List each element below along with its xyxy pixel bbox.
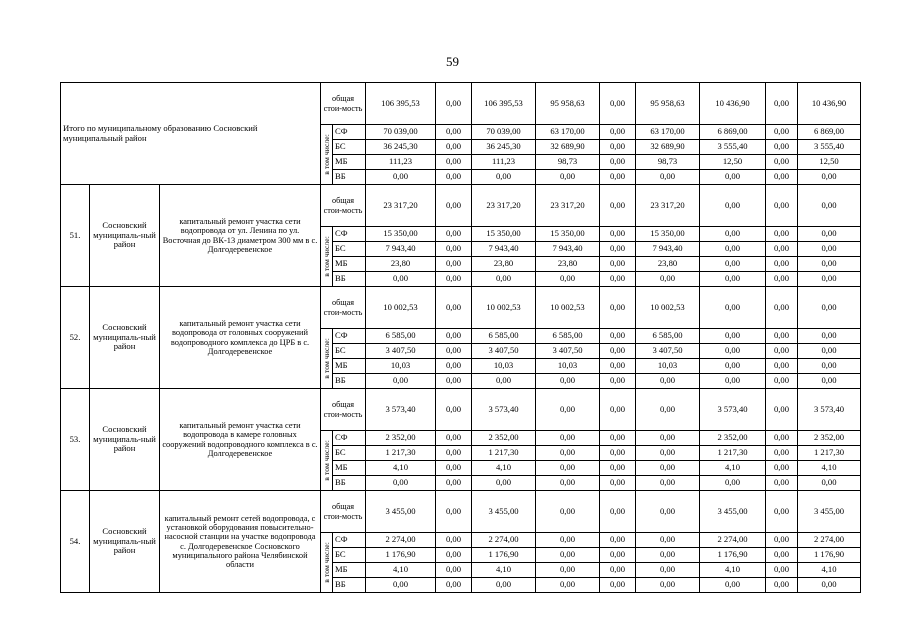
funding-value-cell: 23,80 — [366, 257, 436, 272]
municipality-name: Сосновский муниципаль-ный район — [90, 491, 160, 593]
funding-value-cell: 98,73 — [536, 155, 600, 170]
funding-value-cell: 0,00 — [600, 272, 636, 287]
including-text: в том числе: — [322, 236, 331, 277]
funding-value-cell: 0,00 — [536, 563, 600, 578]
funding-value-cell: 2 352,00 — [700, 431, 766, 446]
funding-source-code: МБ — [333, 563, 366, 578]
funding-value-cell: 2 352,00 — [798, 431, 861, 446]
funding-value-cell: 0,00 — [700, 359, 766, 374]
section-total-row — [61, 389, 861, 431]
funding-value-cell: 15 350,00 — [636, 227, 700, 242]
total-cost-label: общая стои-мость — [321, 185, 366, 227]
funding-value-cell: 6 869,00 — [798, 125, 861, 140]
municipality-name: Сосновский муниципаль-ный район — [90, 185, 160, 287]
funding-value-cell: 0,00 — [536, 431, 600, 446]
section-total-row — [61, 185, 861, 227]
funding-value-cell: 0,00 — [536, 578, 600, 593]
funding-value-cell: 111,23 — [366, 155, 436, 170]
funding-value-cell: 0,00 — [700, 227, 766, 242]
funding-source-code: БС — [333, 344, 366, 359]
total-value-cell: 0,00 — [766, 83, 798, 125]
funding-value-cell: 3 555,40 — [700, 140, 766, 155]
funding-value-cell: 0,00 — [700, 272, 766, 287]
funding-value-cell: 0,00 — [700, 476, 766, 491]
funding-value-cell: 0,00 — [436, 431, 472, 446]
funding-value-cell: 0,00 — [766, 563, 798, 578]
funding-value-cell: 0,00 — [600, 446, 636, 461]
total-value-cell: 10 436,90 — [700, 83, 766, 125]
funding-source-code: МБ — [333, 461, 366, 476]
including-vertical-label — [321, 533, 333, 593]
total-value-cell: 0,00 — [636, 491, 700, 533]
row-number: 52. — [61, 287, 90, 389]
funding-value-cell: 0,00 — [436, 329, 472, 344]
funding-value-cell: 2 274,00 — [366, 533, 436, 548]
funding-value-cell: 3 407,50 — [636, 344, 700, 359]
funding-value-cell: 0,00 — [366, 374, 436, 389]
funding-value-cell: 0,00 — [600, 533, 636, 548]
funding-value-cell: 63 170,00 — [636, 125, 700, 140]
funding-source-code: МБ — [333, 359, 366, 374]
funding-value-cell: 0,00 — [798, 344, 861, 359]
funding-source-code: ВБ — [333, 170, 366, 185]
funding-value-cell: 23,80 — [636, 257, 700, 272]
funding-value-cell: 1 217,30 — [366, 446, 436, 461]
funding-value-cell: 6 585,00 — [472, 329, 536, 344]
funding-value-cell: 0,00 — [700, 344, 766, 359]
total-cost-label: общая стои-мость — [321, 83, 366, 125]
funding-value-cell: 2 352,00 — [472, 431, 536, 446]
total-value-cell: 3 573,40 — [472, 389, 536, 431]
funding-value-cell: 0,00 — [766, 446, 798, 461]
funding-value-cell: 0,00 — [798, 257, 861, 272]
funding-value-cell: 0,00 — [600, 257, 636, 272]
total-value-cell: 10 002,53 — [536, 287, 600, 329]
funding-value-cell: 4,10 — [700, 563, 766, 578]
funding-value-cell: 0,00 — [766, 461, 798, 476]
municipality-name: Сосновский муниципаль-ный район — [90, 389, 160, 491]
funding-value-cell: 6 869,00 — [700, 125, 766, 140]
funding-value-cell: 36 245,30 — [472, 140, 536, 155]
funding-value-cell: 0,00 — [766, 359, 798, 374]
total-value-cell: 0,00 — [436, 491, 472, 533]
funding-value-cell: 0,00 — [600, 548, 636, 563]
total-value-cell: 0,00 — [798, 185, 861, 227]
funding-value-cell: 7 943,40 — [536, 242, 600, 257]
funding-value-cell: 4,10 — [700, 461, 766, 476]
funding-value-cell: 15 350,00 — [366, 227, 436, 242]
funding-value-cell: 7 943,40 — [366, 242, 436, 257]
funding-value-cell: 0,00 — [700, 578, 766, 593]
funding-value-cell: 0,00 — [636, 461, 700, 476]
funding-value-cell: 0,00 — [436, 242, 472, 257]
funding-value-cell: 10,03 — [536, 359, 600, 374]
including-vertical-label — [321, 431, 333, 491]
funding-value-cell: 0,00 — [600, 170, 636, 185]
funding-value-cell: 0,00 — [700, 374, 766, 389]
funding-source-code: ВБ — [333, 272, 366, 287]
funding-value-cell: 0,00 — [472, 374, 536, 389]
funding-value-cell: 0,00 — [536, 170, 600, 185]
funding-value-cell: 0,00 — [366, 170, 436, 185]
funding-value-cell: 10,03 — [636, 359, 700, 374]
funding-value-cell: 0,00 — [700, 329, 766, 344]
funding-value-cell: 0,00 — [766, 431, 798, 446]
funding-value-cell: 32 689,90 — [636, 140, 700, 155]
funding-value-cell: 0,00 — [536, 476, 600, 491]
funding-value-cell: 0,00 — [436, 257, 472, 272]
total-value-cell: 95 958,63 — [636, 83, 700, 125]
funding-value-cell: 0,00 — [600, 563, 636, 578]
funding-source-code: БС — [333, 140, 366, 155]
total-cost-label: общая стои-мость — [321, 491, 366, 533]
including-vertical-label — [321, 227, 333, 287]
funding-value-cell: 0,00 — [436, 461, 472, 476]
funding-value-cell: 0,00 — [436, 272, 472, 287]
funding-value-cell: 0,00 — [600, 140, 636, 155]
funding-value-cell: 0,00 — [436, 548, 472, 563]
funding-value-cell: 32 689,90 — [536, 140, 600, 155]
including-text: в том числе: — [322, 440, 331, 481]
total-value-cell: 23 317,20 — [536, 185, 600, 227]
funding-value-cell: 1 176,90 — [366, 548, 436, 563]
row-number: 53. — [61, 389, 90, 491]
funding-value-cell: 1 176,90 — [472, 548, 536, 563]
funding-value-cell: 0,00 — [766, 242, 798, 257]
total-value-cell: 3 455,00 — [700, 491, 766, 533]
total-value-cell: 0,00 — [798, 287, 861, 329]
funding-value-cell: 0,00 — [636, 533, 700, 548]
project-description: капитальный ремонт участка сети водопровода от головных сооружений водопроводного комплекса до ЦРБ в с. Долгодеревенское — [160, 287, 321, 389]
funding-value-cell: 0,00 — [600, 155, 636, 170]
funding-value-cell: 0,00 — [766, 374, 798, 389]
funding-value-cell: 3 407,50 — [472, 344, 536, 359]
funding-source-code: ВБ — [333, 578, 366, 593]
funding-value-cell: 0,00 — [536, 374, 600, 389]
total-value-cell: 3 573,40 — [700, 389, 766, 431]
total-value-cell: 106 395,53 — [366, 83, 436, 125]
section-total-row — [61, 491, 861, 533]
funding-value-cell: 0,00 — [600, 329, 636, 344]
funding-value-cell: 12,50 — [798, 155, 861, 170]
funding-value-cell: 0,00 — [436, 140, 472, 155]
funding-value-cell: 0,00 — [766, 155, 798, 170]
funding-value-cell: 0,00 — [436, 533, 472, 548]
funding-value-cell: 3 407,50 — [366, 344, 436, 359]
funding-value-cell: 0,00 — [766, 548, 798, 563]
funding-value-cell: 0,00 — [798, 227, 861, 242]
total-value-cell: 0,00 — [636, 389, 700, 431]
funding-source-code: СФ — [333, 329, 366, 344]
funding-value-cell: 7 943,40 — [472, 242, 536, 257]
funding-value-cell: 0,00 — [472, 272, 536, 287]
funding-value-cell: 36 245,30 — [366, 140, 436, 155]
funding-value-cell: 0,00 — [600, 461, 636, 476]
total-value-cell: 0,00 — [436, 83, 472, 125]
total-value-cell: 23 317,20 — [636, 185, 700, 227]
funding-value-cell: 0,00 — [766, 476, 798, 491]
funding-value-cell: 2 274,00 — [472, 533, 536, 548]
funding-value-cell: 0,00 — [436, 227, 472, 242]
funding-value-cell: 0,00 — [636, 170, 700, 185]
funding-value-cell: 0,00 — [436, 374, 472, 389]
funding-value-cell: 0,00 — [600, 578, 636, 593]
funding-value-cell: 0,00 — [536, 272, 600, 287]
funding-value-cell: 0,00 — [436, 170, 472, 185]
funding-value-cell: 0,00 — [536, 548, 600, 563]
funding-value-cell: 0,00 — [600, 344, 636, 359]
section-total-row — [61, 83, 861, 125]
total-value-cell: 23 317,20 — [366, 185, 436, 227]
funding-value-cell: 0,00 — [766, 272, 798, 287]
funding-value-cell: 0,00 — [600, 125, 636, 140]
total-value-cell: 0,00 — [700, 185, 766, 227]
funding-value-cell: 0,00 — [436, 446, 472, 461]
funding-value-cell: 15 350,00 — [536, 227, 600, 242]
total-value-cell: 10 436,90 — [798, 83, 861, 125]
including-vertical-label — [321, 329, 333, 389]
funding-value-cell: 4,10 — [798, 563, 861, 578]
funding-value-cell: 0,00 — [700, 257, 766, 272]
funding-value-cell: 15 350,00 — [472, 227, 536, 242]
funding-value-cell: 23,80 — [472, 257, 536, 272]
total-value-cell: 0,00 — [436, 389, 472, 431]
total-value-cell: 0,00 — [600, 389, 636, 431]
total-value-cell: 3 455,00 — [366, 491, 436, 533]
row-number: 51. — [61, 185, 90, 287]
total-cost-label: общая стои-мость — [321, 287, 366, 329]
funding-value-cell: 0,00 — [798, 272, 861, 287]
funding-value-cell: 4,10 — [472, 563, 536, 578]
funding-value-cell: 0,00 — [436, 563, 472, 578]
funding-value-cell: 0,00 — [766, 125, 798, 140]
project-description: капитальный ремонт участка сети водопровода в камере головных сооружений водопроводного комплекса в с. Долгодеревенское — [160, 389, 321, 491]
funding-source-code: МБ — [333, 155, 366, 170]
funding-value-cell: 12,50 — [700, 155, 766, 170]
funding-value-cell: 111,23 — [472, 155, 536, 170]
funding-value-cell: 0,00 — [366, 272, 436, 287]
funding-value-cell: 0,00 — [636, 548, 700, 563]
funding-value-cell: 1 176,90 — [798, 548, 861, 563]
funding-value-cell: 0,00 — [366, 476, 436, 491]
total-value-cell: 10 002,53 — [636, 287, 700, 329]
funding-value-cell: 0,00 — [436, 125, 472, 140]
funding-source-code: СФ — [333, 125, 366, 140]
grand-total-label: Итого по муниципальному образованию Сосновский муниципальный район — [61, 83, 321, 185]
total-value-cell: 0,00 — [766, 491, 798, 533]
total-value-cell: 3 455,00 — [798, 491, 861, 533]
total-value-cell: 0,00 — [600, 83, 636, 125]
total-value-cell: 0,00 — [600, 491, 636, 533]
total-value-cell: 0,00 — [766, 389, 798, 431]
funding-value-cell: 10,03 — [472, 359, 536, 374]
funding-value-cell: 0,00 — [600, 242, 636, 257]
funding-value-cell: 0,00 — [600, 431, 636, 446]
page-number: 59 — [446, 54, 459, 69]
funding-value-cell: 0,00 — [766, 170, 798, 185]
budget-table — [60, 82, 861, 593]
including-vertical-label — [321, 125, 333, 185]
funding-source-code: СФ — [333, 431, 366, 446]
funding-source-code: СФ — [333, 227, 366, 242]
funding-value-cell: 0,00 — [472, 170, 536, 185]
funding-value-cell: 4,10 — [366, 461, 436, 476]
funding-value-cell: 0,00 — [798, 374, 861, 389]
funding-value-cell: 6 585,00 — [536, 329, 600, 344]
funding-value-cell: 0,00 — [766, 227, 798, 242]
total-value-cell: 0,00 — [600, 185, 636, 227]
total-value-cell: 0,00 — [536, 491, 600, 533]
funding-value-cell: 0,00 — [536, 461, 600, 476]
funding-value-cell: 0,00 — [600, 374, 636, 389]
municipality-name: Сосновский муниципаль-ный район — [90, 287, 160, 389]
funding-value-cell: 0,00 — [636, 476, 700, 491]
total-value-cell: 0,00 — [436, 287, 472, 329]
funding-source-code: БС — [333, 242, 366, 257]
funding-value-cell: 3 555,40 — [798, 140, 861, 155]
funding-value-cell: 7 943,40 — [636, 242, 700, 257]
project-description: капитальный ремонт участка сети водопровода от ул. Ленина по ул. Восточная до ВК-13 диаметром 300 мм в с. Долгодеревенское — [160, 185, 321, 287]
funding-value-cell: 0,00 — [798, 476, 861, 491]
section-total-row — [61, 287, 861, 329]
funding-value-cell: 0,00 — [636, 563, 700, 578]
total-value-cell: 3 455,00 — [472, 491, 536, 533]
funding-value-cell: 0,00 — [700, 242, 766, 257]
total-value-cell: 3 573,40 — [366, 389, 436, 431]
funding-value-cell: 0,00 — [636, 446, 700, 461]
funding-value-cell: 0,00 — [436, 476, 472, 491]
funding-value-cell: 0,00 — [766, 257, 798, 272]
funding-value-cell: 2 352,00 — [366, 431, 436, 446]
funding-value-cell: 0,00 — [798, 170, 861, 185]
total-value-cell: 0,00 — [436, 185, 472, 227]
including-text: в том числе: — [322, 542, 331, 583]
total-value-cell: 106 395,53 — [472, 83, 536, 125]
funding-value-cell: 0,00 — [366, 578, 436, 593]
funding-value-cell: 3 407,50 — [536, 344, 600, 359]
funding-source-code: МБ — [333, 257, 366, 272]
total-cost-label: общая стои-мость — [321, 389, 366, 431]
total-value-cell: 10 002,53 — [366, 287, 436, 329]
funding-value-cell: 4,10 — [472, 461, 536, 476]
funding-value-cell: 70 039,00 — [366, 125, 436, 140]
total-value-cell: 0,00 — [700, 287, 766, 329]
funding-value-cell: 0,00 — [436, 359, 472, 374]
funding-value-cell: 0,00 — [636, 374, 700, 389]
total-value-cell: 0,00 — [766, 287, 798, 329]
total-value-cell: 0,00 — [766, 185, 798, 227]
funding-value-cell: 0,00 — [700, 170, 766, 185]
funding-value-cell: 1 217,30 — [798, 446, 861, 461]
total-value-cell: 0,00 — [600, 287, 636, 329]
total-value-cell: 3 573,40 — [798, 389, 861, 431]
funding-value-cell: 6 585,00 — [366, 329, 436, 344]
funding-value-cell: 23,80 — [536, 257, 600, 272]
funding-value-cell: 0,00 — [798, 329, 861, 344]
funding-value-cell: 2 274,00 — [700, 533, 766, 548]
funding-value-cell: 0,00 — [766, 344, 798, 359]
funding-source-code: БС — [333, 548, 366, 563]
funding-value-cell: 0,00 — [798, 578, 861, 593]
funding-value-cell: 4,10 — [366, 563, 436, 578]
funding-value-cell: 0,00 — [600, 227, 636, 242]
funding-value-cell: 4,10 — [798, 461, 861, 476]
total-value-cell: 23 317,20 — [472, 185, 536, 227]
funding-source-code: СФ — [333, 533, 366, 548]
including-text: в том числе: — [322, 338, 331, 379]
funding-value-cell: 1 176,90 — [700, 548, 766, 563]
funding-value-cell: 70 039,00 — [472, 125, 536, 140]
total-value-cell: 95 958,63 — [536, 83, 600, 125]
funding-value-cell: 0,00 — [436, 578, 472, 593]
total-value-cell: 0,00 — [536, 389, 600, 431]
total-value-cell: 10 002,53 — [472, 287, 536, 329]
funding-value-cell: 0,00 — [766, 533, 798, 548]
including-text: в том числе: — [322, 134, 331, 175]
funding-source-code: ВБ — [333, 476, 366, 491]
funding-value-cell: 0,00 — [766, 140, 798, 155]
funding-value-cell: 0,00 — [766, 329, 798, 344]
funding-value-cell: 10,03 — [366, 359, 436, 374]
funding-value-cell: 0,00 — [636, 578, 700, 593]
funding-value-cell: 98,73 — [636, 155, 700, 170]
project-description: капитальный ремонт сетей водопровода, с установкой оборудования повысительно-насосной станции на участке водопровода с. Долгодеревенское Сосновского муниципального района Челябинской области — [160, 491, 321, 593]
funding-value-cell: 0,00 — [636, 431, 700, 446]
funding-value-cell: 0,00 — [766, 578, 798, 593]
funding-value-cell: 0,00 — [636, 272, 700, 287]
funding-value-cell: 0,00 — [436, 155, 472, 170]
funding-value-cell: 0,00 — [472, 578, 536, 593]
funding-value-cell: 0,00 — [436, 344, 472, 359]
funding-value-cell: 1 217,30 — [472, 446, 536, 461]
funding-value-cell: 2 274,00 — [798, 533, 861, 548]
funding-value-cell: 0,00 — [798, 359, 861, 374]
funding-value-cell: 6 585,00 — [636, 329, 700, 344]
funding-value-cell: 0,00 — [472, 476, 536, 491]
row-number: 54. — [61, 491, 90, 593]
funding-value-cell: 0,00 — [600, 359, 636, 374]
funding-source-code: БС — [333, 446, 366, 461]
funding-value-cell: 63 170,00 — [536, 125, 600, 140]
funding-value-cell: 0,00 — [798, 242, 861, 257]
funding-value-cell: 0,00 — [536, 446, 600, 461]
funding-value-cell: 1 217,30 — [700, 446, 766, 461]
funding-value-cell: 0,00 — [536, 533, 600, 548]
funding-value-cell: 0,00 — [600, 476, 636, 491]
funding-source-code: ВБ — [333, 374, 366, 389]
